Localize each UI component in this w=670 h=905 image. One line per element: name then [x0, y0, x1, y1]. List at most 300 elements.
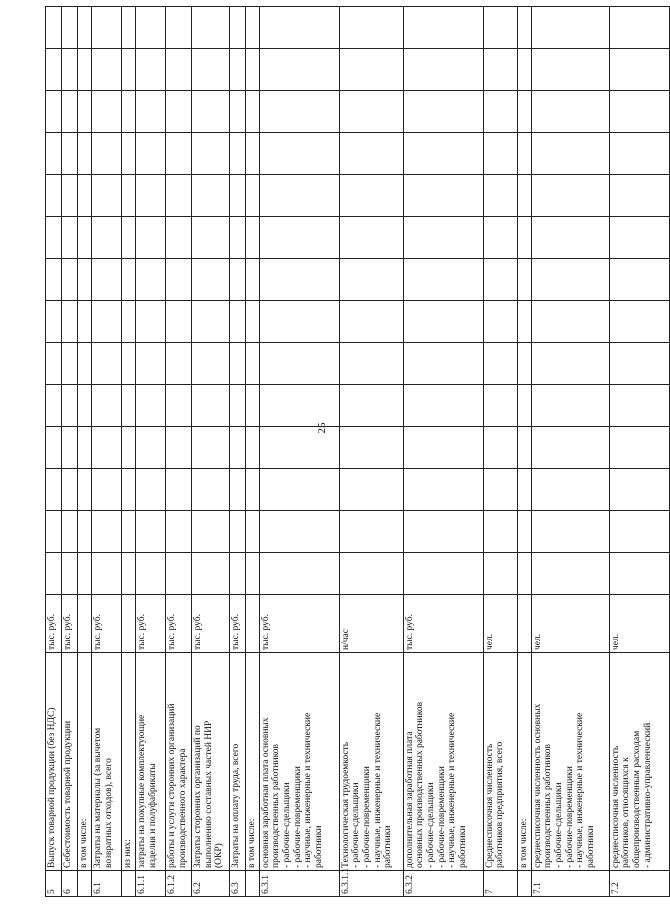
- row-name: [192, 653, 230, 871]
- empty-cell: [230, 385, 246, 427]
- table-row: [339, 7, 403, 897]
- row-name: [166, 653, 192, 871]
- row-number: [517, 871, 531, 897]
- empty-cell: [609, 511, 669, 553]
- row-name-line: Выпуск товарной продукции (без НДС): [47, 707, 57, 868]
- empty-cell: [403, 217, 483, 259]
- row-unit: тыс. руб.: [46, 595, 62, 653]
- row-name-line: работы и услуги сторонних организаций: [167, 703, 177, 868]
- row-name-line: затраты на покупные комплектующие: [137, 714, 147, 868]
- row-name-line: - рабочие-повременщики: [436, 766, 447, 868]
- empty-cell: [483, 259, 517, 301]
- empty-cell: [78, 91, 92, 133]
- empty-cell: [192, 175, 230, 217]
- empty-cell: [259, 49, 339, 91]
- empty-cell: [230, 301, 246, 343]
- empty-cell: [483, 385, 517, 427]
- table-row: [483, 7, 517, 897]
- empty-cell: [483, 91, 517, 133]
- empty-cell: [339, 553, 403, 595]
- empty-cell: [483, 301, 517, 343]
- empty-cell: [122, 217, 136, 259]
- empty-cell: [339, 427, 403, 469]
- row-name-line: дополнительная заработная плата: [404, 731, 415, 868]
- empty-cell: [122, 49, 136, 91]
- empty-cell: [62, 385, 78, 427]
- empty-cell: [92, 259, 122, 301]
- row-number: 6.3.1: [259, 871, 339, 897]
- empty-cell: [483, 511, 517, 553]
- empty-cell: [246, 427, 260, 469]
- empty-cell: [46, 385, 62, 427]
- empty-cell: [92, 7, 122, 49]
- empty-cell: [192, 49, 230, 91]
- row-name-line: - рабочие-сдельщики: [351, 782, 362, 868]
- empty-cell: [483, 7, 517, 49]
- empty-cell: [230, 259, 246, 301]
- empty-cell: [339, 133, 403, 175]
- row-name-line: работники: [313, 825, 324, 868]
- row-unit: чел.: [609, 595, 669, 653]
- empty-cell: [136, 49, 166, 91]
- empty-cell: [259, 259, 339, 301]
- empty-cell: [78, 385, 92, 427]
- empty-cell: [62, 217, 78, 259]
- table-row: [230, 7, 246, 897]
- empty-cell: [609, 259, 669, 301]
- row-number: 6.3: [230, 871, 246, 897]
- empty-cell: [46, 175, 62, 217]
- row-number: 6.3.2: [403, 871, 483, 897]
- empty-cell: [339, 301, 403, 343]
- row-number: 7.1: [531, 871, 609, 897]
- table-row: [531, 7, 609, 897]
- empty-cell: [122, 259, 136, 301]
- table-row: [62, 7, 78, 897]
- row-unit: [122, 595, 136, 653]
- empty-cell: [230, 175, 246, 217]
- empty-cell: [166, 7, 192, 49]
- empty-cell: [78, 301, 92, 343]
- row-name-line: Затраты сторонних организаций по: [193, 725, 203, 868]
- empty-cell: [339, 49, 403, 91]
- table-row: [246, 7, 260, 897]
- empty-cell: [192, 343, 230, 385]
- row-name-line: в том числе:: [518, 818, 529, 868]
- row-name-line: - научные, инженерные и технические: [575, 712, 586, 868]
- empty-cell: [92, 553, 122, 595]
- empty-cell: [166, 49, 192, 91]
- row-name-line: работники: [585, 825, 596, 868]
- row-unit: н/час: [339, 595, 403, 653]
- empty-cell: [166, 511, 192, 553]
- empty-cell: [403, 553, 483, 595]
- empty-cell: [136, 259, 166, 301]
- empty-cell: [246, 469, 260, 511]
- empty-cell: [136, 7, 166, 49]
- empty-cell: [483, 217, 517, 259]
- empty-cell: [62, 133, 78, 175]
- empty-cell: [92, 343, 122, 385]
- empty-cell: [609, 343, 669, 385]
- empty-cell: [339, 469, 403, 511]
- empty-cell: [609, 7, 669, 49]
- empty-cell: [483, 427, 517, 469]
- empty-cell: [78, 469, 92, 511]
- empty-cell: [531, 427, 609, 469]
- empty-cell: [483, 49, 517, 91]
- empty-cell: [531, 469, 609, 511]
- row-name: [517, 653, 531, 871]
- empty-cell: [192, 511, 230, 553]
- row-name-line: - рабочие-сдельщики: [553, 782, 564, 868]
- row-number: 6.2: [192, 871, 230, 897]
- empty-cell: [92, 175, 122, 217]
- empty-cell: [403, 133, 483, 175]
- empty-cell: [166, 259, 192, 301]
- empty-cell: [339, 217, 403, 259]
- empty-cell: [403, 511, 483, 553]
- empty-cell: [230, 511, 246, 553]
- empty-cell: [122, 553, 136, 595]
- empty-cell: [517, 49, 531, 91]
- empty-cell: [403, 91, 483, 133]
- row-name: [62, 653, 78, 871]
- empty-cell: [531, 301, 609, 343]
- empty-cell: [403, 259, 483, 301]
- row-name: [46, 653, 62, 871]
- empty-cell: [230, 217, 246, 259]
- empty-cell: [192, 259, 230, 301]
- row-name: [230, 653, 246, 871]
- row-name-line: общепроизводственным расходам: [631, 730, 642, 868]
- row-name-line: работники: [383, 825, 394, 868]
- row-number: [246, 871, 260, 897]
- empty-cell: [517, 469, 531, 511]
- row-name-line: выполнению составных частей НИР: [203, 720, 214, 868]
- empty-cell: [230, 427, 246, 469]
- empty-cell: [339, 7, 403, 49]
- empty-cell: [259, 511, 339, 553]
- empty-cell: [166, 175, 192, 217]
- empty-cell: [192, 91, 230, 133]
- empty-cell: [609, 217, 669, 259]
- empty-cell: [92, 301, 122, 343]
- row-number: 6.1.2: [166, 871, 192, 897]
- empty-cell: [166, 343, 192, 385]
- empty-cell: [339, 385, 403, 427]
- row-number: 6: [62, 871, 78, 897]
- row-unit: тыс. руб.: [62, 595, 78, 653]
- empty-cell: [531, 49, 609, 91]
- empty-cell: [46, 511, 62, 553]
- row-name-line: (ОКР): [214, 843, 225, 868]
- empty-cell: [483, 469, 517, 511]
- table-row: [136, 7, 166, 897]
- empty-cell: [246, 343, 260, 385]
- empty-cell: [483, 175, 517, 217]
- empty-cell: [483, 553, 517, 595]
- row-unit: тыс. руб.: [192, 595, 230, 653]
- empty-cell: [517, 217, 531, 259]
- empty-cell: [122, 427, 136, 469]
- empty-cell: [166, 133, 192, 175]
- empty-cell: [403, 7, 483, 49]
- empty-cell: [517, 91, 531, 133]
- empty-cell: [78, 49, 92, 91]
- empty-cell: [192, 469, 230, 511]
- row-name-line: производственных работников: [271, 744, 282, 868]
- row-name-line: в том числе:: [247, 818, 257, 868]
- empty-cell: [230, 553, 246, 595]
- empty-cell: [46, 301, 62, 343]
- empty-cell: [531, 175, 609, 217]
- empty-cell: [246, 217, 260, 259]
- empty-cell: [122, 175, 136, 217]
- empty-cell: [46, 427, 62, 469]
- empty-cell: [122, 91, 136, 133]
- empty-cell: [92, 511, 122, 553]
- empty-cell: [166, 91, 192, 133]
- empty-cell: [122, 133, 136, 175]
- empty-cell: [136, 133, 166, 175]
- empty-cell: [192, 7, 230, 49]
- empty-cell: [166, 217, 192, 259]
- empty-cell: [403, 343, 483, 385]
- empty-cell: [122, 385, 136, 427]
- row-unit: тыс. руб.: [166, 595, 192, 653]
- empty-cell: [136, 175, 166, 217]
- empty-cell: [136, 301, 166, 343]
- empty-cell: [246, 301, 260, 343]
- empty-cell: [259, 7, 339, 49]
- empty-cell: [609, 427, 669, 469]
- row-name: [246, 653, 260, 871]
- empty-cell: [78, 343, 92, 385]
- empty-cell: [339, 175, 403, 217]
- empty-cell: [531, 343, 609, 385]
- empty-cell: [136, 91, 166, 133]
- row-name-line: - рабочие-повременщики: [292, 766, 303, 868]
- empty-cell: [259, 217, 339, 259]
- empty-cell: [166, 301, 192, 343]
- empty-cell: [517, 427, 531, 469]
- empty-cell: [78, 427, 92, 469]
- empty-cell: [531, 259, 609, 301]
- empty-cell: [62, 469, 78, 511]
- empty-cell: [166, 469, 192, 511]
- row-number: 5: [46, 871, 62, 897]
- row-unit: чел.: [531, 595, 609, 653]
- row-name: [259, 653, 339, 871]
- empty-cell: [92, 49, 122, 91]
- row-name: [403, 653, 483, 871]
- empty-cell: [609, 469, 669, 511]
- empty-cell: [62, 175, 78, 217]
- empty-cell: [192, 217, 230, 259]
- empty-cell: [517, 385, 531, 427]
- empty-cell: [136, 553, 166, 595]
- row-name-line: среднесписочная численность: [610, 745, 621, 868]
- empty-cell: [531, 7, 609, 49]
- empty-cell: [259, 427, 339, 469]
- empty-cell: [166, 427, 192, 469]
- empty-cell: [166, 553, 192, 595]
- row-name-line: из них:: [123, 839, 133, 868]
- empty-cell: [609, 175, 669, 217]
- empty-cell: [62, 301, 78, 343]
- empty-cell: [122, 511, 136, 553]
- table-row: [78, 7, 92, 897]
- empty-cell: [122, 7, 136, 49]
- row-unit: [517, 595, 531, 653]
- empty-cell: [92, 469, 122, 511]
- empty-cell: [259, 133, 339, 175]
- empty-cell: [62, 427, 78, 469]
- table-row: [46, 7, 62, 897]
- row-name-line: Среднесписочная численность: [484, 743, 495, 868]
- row-name-line: производственного характера: [177, 748, 188, 868]
- data-table: [45, 6, 670, 897]
- row-name: [78, 653, 92, 871]
- table-row: [92, 7, 122, 897]
- empty-cell: [246, 7, 260, 49]
- empty-cell: [92, 133, 122, 175]
- empty-cell: [46, 91, 62, 133]
- rotated-table-wrapper: [45, 7, 653, 897]
- empty-cell: [122, 469, 136, 511]
- empty-cell: [403, 427, 483, 469]
- row-name-line: - научные, инженерные и технические: [372, 712, 383, 868]
- empty-cell: [531, 553, 609, 595]
- empty-cell: [122, 343, 136, 385]
- empty-cell: [78, 553, 92, 595]
- empty-cell: [259, 175, 339, 217]
- empty-cell: [246, 385, 260, 427]
- empty-cell: [192, 427, 230, 469]
- row-name-line: работники: [457, 825, 468, 868]
- table-row: [403, 7, 483, 897]
- empty-cell: [517, 343, 531, 385]
- empty-cell: [92, 427, 122, 469]
- empty-cell: [403, 469, 483, 511]
- row-name-line: производственных работников: [543, 744, 554, 868]
- table-row: [192, 7, 230, 897]
- empty-cell: [531, 217, 609, 259]
- empty-cell: [483, 343, 517, 385]
- empty-cell: [230, 49, 246, 91]
- empty-cell: [46, 259, 62, 301]
- empty-cell: [62, 7, 78, 49]
- row-name: [531, 653, 609, 871]
- empty-cell: [246, 259, 260, 301]
- empty-cell: [339, 259, 403, 301]
- empty-cell: [246, 553, 260, 595]
- row-number: 7: [483, 871, 517, 897]
- empty-cell: [192, 133, 230, 175]
- empty-cell: [339, 511, 403, 553]
- page-number: 25: [316, 422, 328, 434]
- empty-cell: [136, 427, 166, 469]
- empty-cell: [192, 553, 230, 595]
- row-name: [92, 653, 122, 871]
- empty-cell: [230, 91, 246, 133]
- row-name-line: основная заработная плата основных: [260, 717, 271, 868]
- row-unit: тыс. руб.: [92, 595, 122, 653]
- empty-cell: [517, 7, 531, 49]
- empty-cell: [259, 469, 339, 511]
- row-name-line: Затраты на материалы (за вычетом: [93, 727, 103, 868]
- row-unit: [246, 595, 260, 653]
- empty-cell: [517, 259, 531, 301]
- row-name-line: - рабочие-сдельщики: [425, 782, 436, 868]
- empty-cell: [62, 343, 78, 385]
- empty-cell: [46, 469, 62, 511]
- empty-cell: [246, 175, 260, 217]
- row-unit: тыс. руб.: [403, 595, 483, 653]
- empty-cell: [192, 385, 230, 427]
- empty-cell: [136, 385, 166, 427]
- empty-cell: [517, 511, 531, 553]
- empty-cell: [403, 49, 483, 91]
- empty-cell: [246, 49, 260, 91]
- table-row: [259, 7, 339, 897]
- empty-cell: [259, 385, 339, 427]
- empty-cell: [46, 133, 62, 175]
- empty-cell: [92, 217, 122, 259]
- empty-cell: [92, 91, 122, 133]
- empty-cell: [46, 49, 62, 91]
- empty-cell: [609, 301, 669, 343]
- empty-cell: [609, 49, 669, 91]
- row-name-line: среднесписочная численность основных: [532, 703, 543, 868]
- table-row: [166, 7, 192, 897]
- row-number: 6.3.1.1: [339, 871, 403, 897]
- empty-cell: [531, 91, 609, 133]
- row-unit: тыс. руб.: [230, 595, 246, 653]
- row-unit: тыс. руб.: [259, 595, 339, 653]
- empty-cell: [136, 343, 166, 385]
- row-name-line: - рабочие-повременщики: [564, 766, 575, 868]
- empty-cell: [531, 385, 609, 427]
- empty-cell: [78, 511, 92, 553]
- empty-cell: [609, 553, 669, 595]
- empty-cell: [46, 217, 62, 259]
- row-name: [339, 653, 403, 871]
- empty-cell: [609, 385, 669, 427]
- empty-cell: [136, 511, 166, 553]
- row-name-line: Технологическая трудоемкость: [340, 741, 351, 868]
- empty-cell: [166, 385, 192, 427]
- empty-cell: [403, 385, 483, 427]
- empty-cell: [517, 175, 531, 217]
- table-row: [609, 7, 669, 897]
- empty-cell: [517, 301, 531, 343]
- row-unit: тыс. руб.: [136, 595, 166, 653]
- empty-cell: [259, 343, 339, 385]
- row-name-line: основных производственных работников: [415, 701, 426, 868]
- empty-cell: [78, 133, 92, 175]
- table-row: [122, 7, 136, 897]
- empty-cell: [62, 511, 78, 553]
- empty-cell: [609, 133, 669, 175]
- row-name: [609, 653, 669, 871]
- empty-cell: [62, 259, 78, 301]
- row-number: [78, 871, 92, 897]
- empty-cell: [531, 133, 609, 175]
- row-unit: [78, 595, 92, 653]
- empty-cell: [531, 511, 609, 553]
